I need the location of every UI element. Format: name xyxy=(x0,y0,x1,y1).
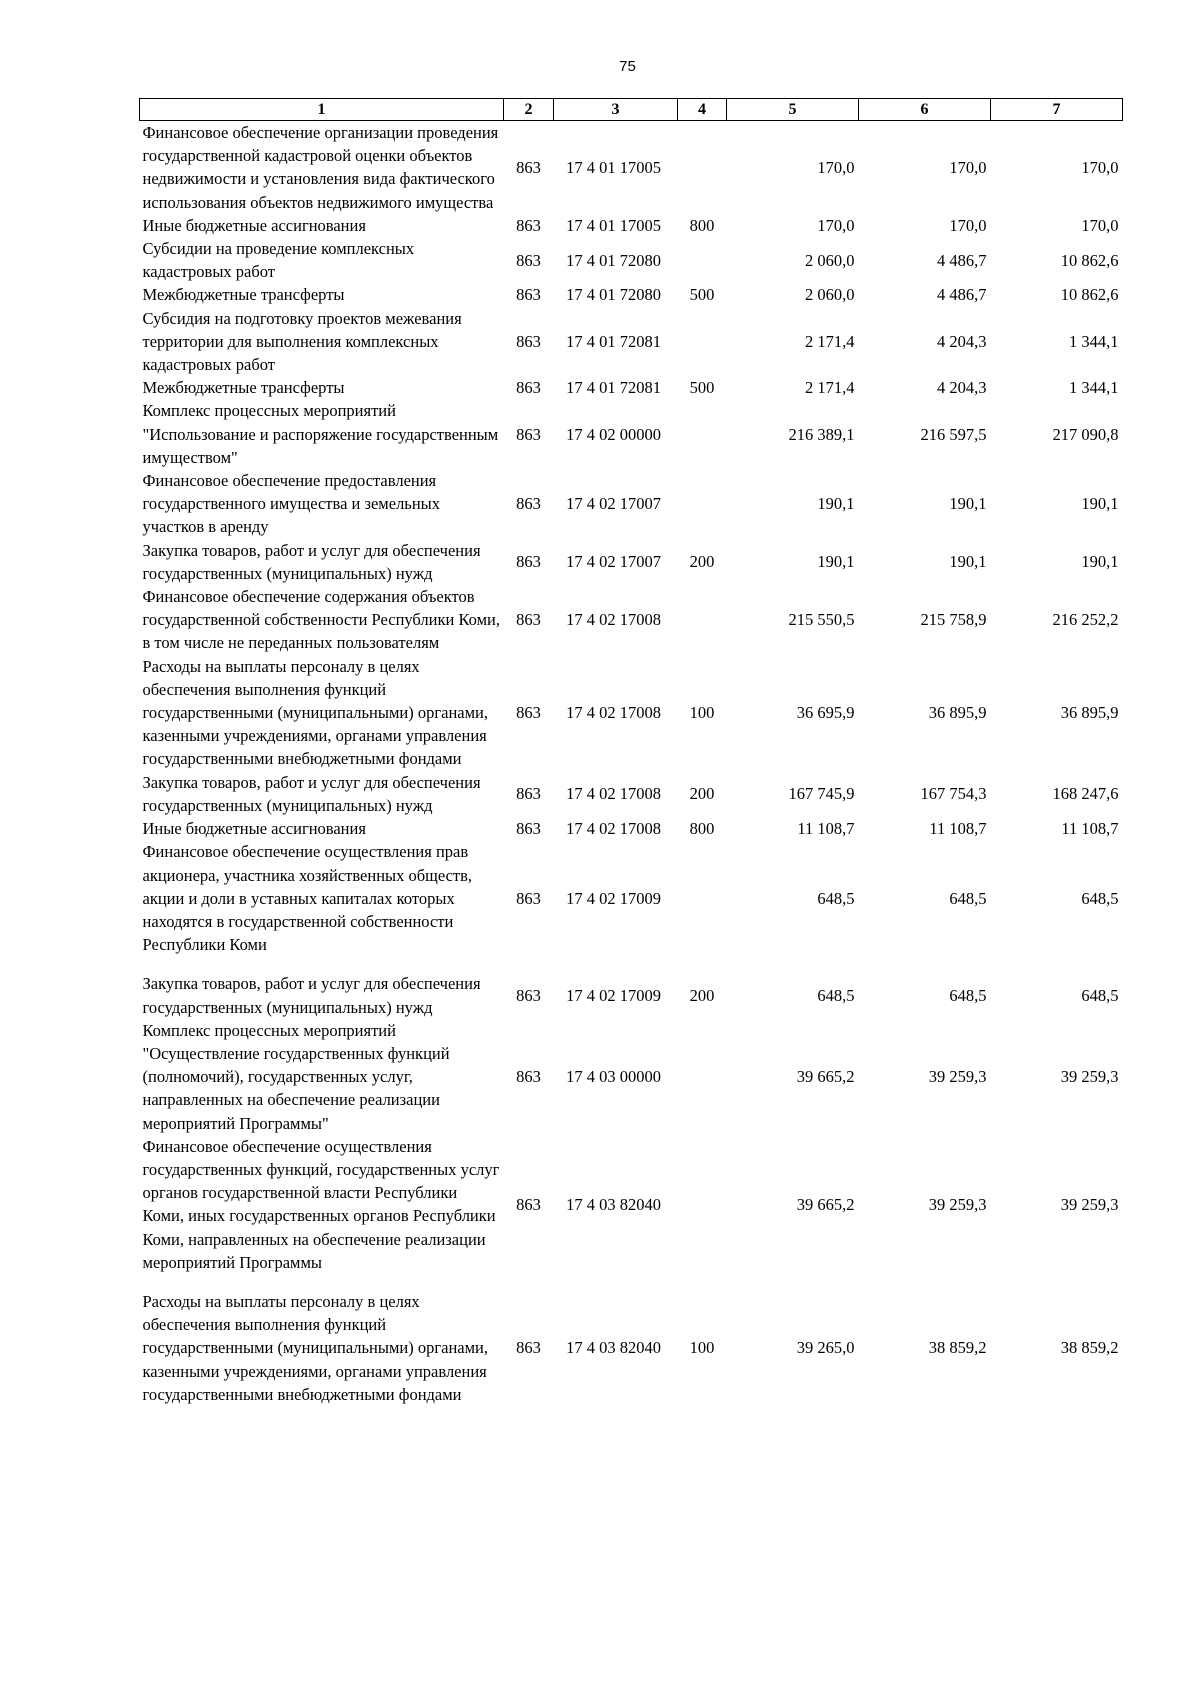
row-amount-col6: 170,0 xyxy=(949,157,987,177)
row-expense-type: 500 xyxy=(689,285,715,305)
table-row xyxy=(140,1290,1123,1406)
row-admin-code: 863 xyxy=(516,610,541,630)
row-target-code: 17 4 01 72080 xyxy=(566,250,661,270)
row-amount-col6: 648,5 xyxy=(949,888,987,908)
row-expense-type xyxy=(678,585,727,655)
row-expense-type: 800 xyxy=(689,819,715,839)
row-admin-code: 863 xyxy=(516,888,541,908)
row-amount-col5: 215 550,5 xyxy=(788,610,855,630)
row-amount-col5: 648,5 xyxy=(817,888,855,908)
row-amount-col6: 4 486,7 xyxy=(937,250,987,270)
row-name: Субсидии на проведение комплексных кадастровых работ xyxy=(142,239,415,282)
table-row xyxy=(140,399,1123,469)
table-row xyxy=(140,539,1123,585)
row-amount-col5: 11 108,7 xyxy=(797,819,855,839)
table-row xyxy=(140,469,1123,539)
row-amount-col7: 1 344,1 xyxy=(1069,378,1119,398)
row-amount-col5: 39 665,2 xyxy=(796,1194,855,1214)
row-expense-type: 100 xyxy=(689,703,715,723)
table-row xyxy=(140,1019,1123,1135)
row-amount-col6: 190,1 xyxy=(949,494,987,514)
table-row xyxy=(140,817,1123,840)
row-spacer xyxy=(140,1274,1123,1290)
row-admin-code: 863 xyxy=(516,703,541,723)
row-spacer-cell xyxy=(140,1274,1123,1290)
row-amount-col7: 38 859,2 xyxy=(1060,1338,1119,1358)
row-amount-col5: 2 171,4 xyxy=(805,378,855,398)
row-amount-col7: 190,1 xyxy=(1081,494,1119,514)
row-expense-type xyxy=(678,307,727,377)
row-amount-col5: 167 745,9 xyxy=(788,784,855,804)
row-amount-col7: 190,1 xyxy=(1081,552,1119,572)
column-header-1: 1 xyxy=(140,99,504,121)
column-header-6: 6 xyxy=(859,99,991,121)
row-amount-col7: 648,5 xyxy=(1081,985,1119,1005)
row-amount-col5: 2 171,4 xyxy=(805,331,855,351)
row-expense-type xyxy=(678,1135,727,1274)
row-expense-type: 200 xyxy=(689,985,715,1005)
row-target-code: 17 4 01 17005 xyxy=(566,215,661,235)
row-amount-col7: 36 895,9 xyxy=(1060,703,1119,723)
row-amount-col6: 4 486,7 xyxy=(937,285,987,305)
row-target-code: 17 4 01 17005 xyxy=(566,157,661,177)
budget-table xyxy=(139,98,1123,1406)
row-target-code: 17 4 01 72081 xyxy=(566,378,661,398)
row-admin-code: 863 xyxy=(516,285,541,305)
row-target-code: 17 4 02 00000 xyxy=(566,424,661,444)
row-admin-code: 863 xyxy=(516,819,541,839)
row-amount-col6: 170,0 xyxy=(949,215,987,235)
row-amount-col5: 190,1 xyxy=(817,552,855,572)
row-amount-col7: 39 259,3 xyxy=(1060,1067,1119,1087)
row-amount-col7: 10 862,6 xyxy=(1060,250,1119,270)
row-amount-col6: 167 754,3 xyxy=(920,784,987,804)
row-expense-type xyxy=(678,469,727,539)
row-amount-col6: 216 597,5 xyxy=(920,424,987,444)
row-amount-col6: 648,5 xyxy=(949,985,987,1005)
row-spacer xyxy=(140,956,1123,972)
table-row xyxy=(140,307,1123,377)
row-target-code: 17 4 01 72080 xyxy=(566,285,661,305)
row-spacer-cell xyxy=(140,956,1123,972)
row-name: Межбюджетные трансферты xyxy=(142,378,345,398)
row-amount-col6: 4 204,3 xyxy=(937,331,987,351)
row-amount-col7: 10 862,6 xyxy=(1060,285,1119,305)
row-target-code: 17 4 02 17007 xyxy=(566,552,661,572)
table-row xyxy=(140,237,1123,283)
table-row xyxy=(140,771,1123,817)
table-row xyxy=(140,121,1123,214)
row-admin-code: 863 xyxy=(516,784,541,804)
table-row xyxy=(140,1135,1123,1274)
table-row xyxy=(140,655,1123,771)
row-target-code: 17 4 02 17009 xyxy=(566,985,661,1005)
row-admin-code: 863 xyxy=(516,1338,541,1358)
row-amount-col7: 39 259,3 xyxy=(1060,1194,1119,1214)
row-target-code: 17 4 02 17007 xyxy=(566,494,661,514)
column-header-2: 2 xyxy=(504,99,554,121)
row-expense-type: 200 xyxy=(689,552,715,572)
row-amount-col7: 216 252,2 xyxy=(1052,610,1119,630)
table-row xyxy=(140,283,1123,306)
row-name: Финансовое обеспечение содержания объектов государственной собственности Республики Коми, в том числе не переданных пользователям xyxy=(142,587,500,653)
row-target-code: 17 4 03 00000 xyxy=(566,1067,661,1087)
row-expense-type: 200 xyxy=(689,784,715,804)
row-amount-col6: 39 259,3 xyxy=(928,1194,987,1214)
row-name: Межбюджетные трансферты xyxy=(142,285,345,305)
row-amount-col7: 648,5 xyxy=(1081,888,1119,908)
row-admin-code: 863 xyxy=(516,378,541,398)
row-amount-col7: 170,0 xyxy=(1081,215,1119,235)
row-admin-code: 863 xyxy=(516,552,541,572)
row-name: Финансовое обеспечение организации проведения государственной кадастровой оценки объектов недвижимости и установления вида фактического использования объектов недвижимого имущества xyxy=(142,123,499,212)
row-expense-type xyxy=(678,237,727,283)
row-name: Комплекс процессных мероприятий "Использование и распоряжение государственным имуществом" xyxy=(142,401,499,467)
row-name: Иные бюджетные ассигнования xyxy=(142,215,366,235)
row-amount-col7: 170,0 xyxy=(1081,157,1119,177)
row-expense-type xyxy=(678,121,727,214)
row-target-code: 17 4 03 82040 xyxy=(566,1338,661,1358)
column-header-5: 5 xyxy=(727,99,859,121)
row-target-code: 17 4 02 17008 xyxy=(566,703,661,723)
row-admin-code: 863 xyxy=(516,494,541,514)
table-row xyxy=(140,214,1123,237)
table-row xyxy=(140,376,1123,399)
row-target-code: 17 4 01 72081 xyxy=(566,331,661,351)
column-header-3: 3 xyxy=(554,99,678,121)
row-expense-type xyxy=(678,399,727,469)
row-amount-col5: 39 665,2 xyxy=(796,1067,855,1087)
row-amount-col6: 39 259,3 xyxy=(928,1067,987,1087)
row-admin-code: 863 xyxy=(516,215,541,235)
row-name: Иные бюджетные ассигнования xyxy=(142,819,366,839)
row-amount-col5: 39 265,0 xyxy=(796,1338,855,1358)
row-name: Закупка товаров, работ и услуг для обеспечения государственных (муниципальных) нужд xyxy=(142,974,481,1017)
row-amount-col5: 170,0 xyxy=(817,157,855,177)
row-amount-col6: 36 895,9 xyxy=(928,703,987,723)
row-name: Финансовое обеспечение осуществления государственных функций, государственных услуг органов государственной власти Республики Коми, иных государственных органов Республики Коми, направленных на обеспечение реализации мероприятий Программы xyxy=(142,1136,500,1272)
row-amount-col5: 648,5 xyxy=(817,985,855,1005)
row-amount-col5: 190,1 xyxy=(817,494,855,514)
row-amount-col5: 2 060,0 xyxy=(805,285,855,305)
row-name: Финансовое обеспечение предоставления государственного имущества и земельных участков в аренду xyxy=(142,471,440,537)
row-name: Комплекс процессных мероприятий "Осуществление государственных функций (полномочий), государственных услуг, направленных на обеспечение реализации мероприятий Программы" xyxy=(142,1020,450,1133)
row-admin-code: 863 xyxy=(516,985,541,1005)
row-amount-col5: 170,0 xyxy=(817,215,855,235)
row-amount-col7: 217 090,8 xyxy=(1052,424,1119,444)
row-admin-code: 863 xyxy=(516,424,541,444)
table-row xyxy=(140,972,1123,1018)
column-header-4: 4 xyxy=(678,99,727,121)
row-target-code: 17 4 02 17008 xyxy=(566,784,661,804)
row-name: Расходы на выплаты персоналу в целях обеспечения выполнения функций государственными (муниципальными) органами, казенными учреждениями, органами управления государственными внебюджетными фондами xyxy=(142,656,489,769)
row-name: Субсидия на подготовку проектов межевания территории для выполнения комплексных кадастровых работ xyxy=(142,308,462,375)
table-row xyxy=(140,840,1123,956)
row-admin-code: 863 xyxy=(516,1067,541,1087)
row-target-code: 17 4 02 17009 xyxy=(566,888,661,908)
row-amount-col6: 11 108,7 xyxy=(929,819,987,839)
table-row xyxy=(140,585,1123,655)
row-admin-code: 863 xyxy=(516,157,541,177)
row-name: Закупка товаров, работ и услуг для обеспечения государственных (муниципальных) нужд xyxy=(142,540,481,583)
row-expense-type: 800 xyxy=(689,215,715,235)
row-admin-code: 863 xyxy=(516,1194,541,1214)
header-row xyxy=(140,99,1123,121)
row-amount-col5: 216 389,1 xyxy=(788,424,855,444)
row-amount-col7: 1 344,1 xyxy=(1069,331,1119,351)
row-amount-col5: 2 060,0 xyxy=(805,250,855,270)
row-name: Расходы на выплаты персоналу в целях обеспечения выполнения функций государственными (муниципальными) органами, казенными учреждениями, органами управления государственными внебюджетными фондами xyxy=(142,1291,489,1404)
row-amount-col6: 4 204,3 xyxy=(937,378,987,398)
row-admin-code: 863 xyxy=(516,250,541,270)
row-amount-col6: 38 859,2 xyxy=(928,1338,987,1358)
row-amount-col5: 36 695,9 xyxy=(796,703,855,723)
column-header-7: 7 xyxy=(991,99,1123,121)
table-header xyxy=(140,99,1123,121)
page-number: 75 xyxy=(619,58,636,75)
row-target-code: 17 4 02 17008 xyxy=(566,819,661,839)
row-amount-col6: 190,1 xyxy=(949,552,987,572)
row-amount-col7: 11 108,7 xyxy=(1061,819,1119,839)
row-admin-code: 863 xyxy=(516,331,541,351)
row-expense-type xyxy=(678,840,727,956)
row-name: Закупка товаров, работ и услуг для обеспечения государственных (муниципальных) нужд xyxy=(142,772,481,815)
row-amount-col7: 168 247,6 xyxy=(1052,784,1119,804)
row-amount-col6: 215 758,9 xyxy=(920,610,987,630)
row-target-code: 17 4 03 82040 xyxy=(566,1194,661,1214)
row-expense-type: 100 xyxy=(689,1338,715,1358)
row-expense-type: 500 xyxy=(689,378,715,398)
row-name: Финансовое обеспечение осуществления прав акционера, участника хозяйственных обществ, акции и доли в уставных капиталах которых находятся в государственной собственности Республики Коми xyxy=(142,842,473,955)
row-expense-type xyxy=(678,1019,727,1135)
row-target-code: 17 4 02 17008 xyxy=(566,610,661,630)
table-body xyxy=(140,121,1123,1406)
